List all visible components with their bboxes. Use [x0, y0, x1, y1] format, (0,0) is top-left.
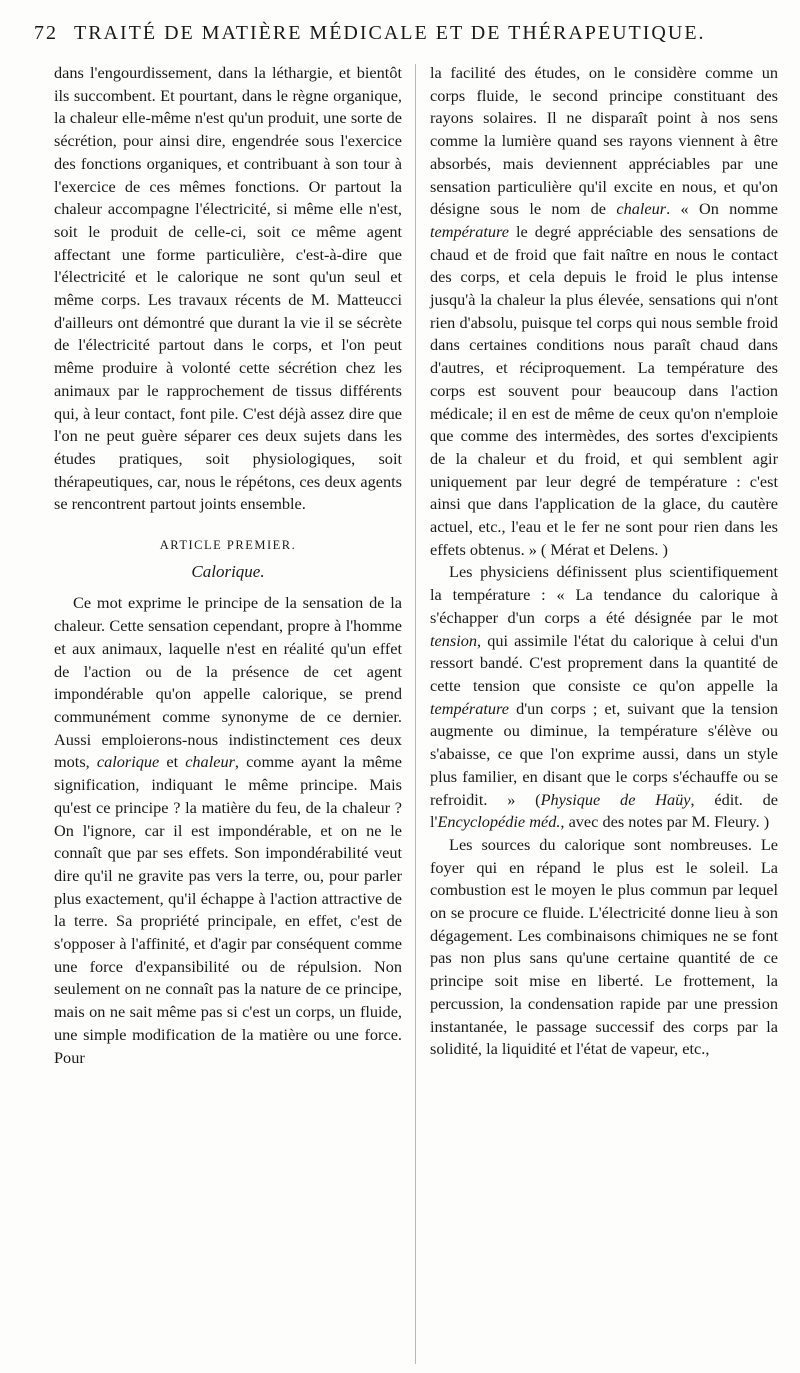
page-number: 72	[34, 22, 58, 44]
paragraph: Les sources du calorique sont nombreuses. Le foyer qui en répand le plus est le soleil. La combustion est le moyen le plus commun par lequel on se procure ce fluide. L'électricité donne lieu à son dégagement. Les combinaisons chimiques ne se font pas non plus sans qu'une certaine quantité de ce principe soit mise en liberté. Le frottement, la percussion, la condensation rapide par une pression instantanée, le passage successif des corps par la solidité, la liquidité et l'état de vapeur, etc.,	[430, 834, 778, 1059]
text-run: . « On nomme	[666, 199, 778, 219]
text-run: Ce mot exprime le principe de la sensation de la chaleur. Cette sensation cependant, propre à l'homme et aux animaux, laquelle n'est en réalité qu'un effet de l'action ou de la présence de cet agent impondérable qu'on appelle calorique, se prend communément comme synonyme de ce dernier. Aussi emploierons-nous indistinctement ces deux mots,	[54, 593, 402, 772]
paragraph: dans l'engourdissement, dans la léthargie, et bientôt ils succombent. Et pourtant, dans le règne organique, la chaleur elle-même n'est qu'un produit, une sorte de sécrétion, pour ainsi dire, engendrée sous l'exercice des fonctions organiques, et contribuant à son tour à l'exercice de ces mêmes fonctions. Or partout la chaleur accompagne l'électricité, si même elle n'est, soit le produit de celle-ci, soit ce même agent affectant une forme particulière, c'est-à-dire que l'électricité et le calorique ne sont qu'un seul et même corps. Les travaux récents de M. Matteucci d'ailleurs ont démontré que durant la vie il se sécrète de l'électricité partout dans le corps, et l'on peut même produire à volonté cette sécrétion chez les animaux par le rapprochement de tissus différents qui, à leur contact, font pile. C'est déjà assez dire que l'on ne peut guère séparer ces deux sujets dans les études pratiques, soit physiologiques, soit thérapeutiques, car, nous le répétons, ces deux agents se rencontrent partout joints ensemble.	[54, 63, 402, 514]
emphasis: Physique de Haüy	[540, 789, 691, 809]
emphasis: température	[430, 698, 509, 718]
right-column	[430, 62, 778, 1061]
emphasis: chaleur	[185, 752, 235, 772]
paragraph	[430, 561, 778, 833]
paragraph	[430, 62, 778, 561]
text-run: et	[166, 752, 179, 772]
text-run: le degré appréciable des sensations de chaud et de froid que fait naître en nous le contact des corps, et cela depuis le froid le plus intense jusqu'à la chaleur la plus élevée, sensations qui n'ont rien d'absolu, puisque tel corps qui nous semble froid dans certaines conditions nous paraît chaud dans d'autres, et réciproquement. La température des corps est souvent pour beaucoup dans l'action médicale; il en est de même de ceux qu'on n'emploie que comme des intermèdes, des sortes d'excipients de la chaleur et du froid, et qui semblent agir uniquement par leur degré de température : c'est ainsi que dans l'application de la glace, du cautère actuel, etc., l'eau et le fer ne sont pour rien dans les effets obtenus. » ( Mérat et Delens. )	[430, 221, 778, 559]
text-run: , qui assimile l'état du calorique à celui d'un ressort bandé. C'est proprement dans la quantité de cette tension que consiste ce qu'on appelle la	[430, 630, 778, 695]
emphasis: tension	[430, 630, 478, 650]
emphasis: chaleur	[616, 199, 667, 219]
paragraph	[54, 592, 402, 1069]
emphasis: température	[430, 221, 509, 241]
running-header	[34, 22, 782, 45]
text-run: la facilité des études, on le considère comme un corps fluide, le second principe constituant des rayons solaires. Il ne disparaît point à nos sens comme la lumière quand ses rayons viennent à être absorbés, mais deviennent appréciables par une sensation particulière qu'il excite en nous, et qu'on désigne sous le nom de	[430, 63, 778, 219]
text-run: , édit. de l'	[430, 789, 778, 832]
emphasis: calorique	[96, 752, 160, 772]
running-title: TRAITÉ DE MATIÈRE MÉDICALE ET DE THÉRAPEUTIQUE.	[74, 22, 706, 44]
left-column	[54, 62, 402, 1069]
text-run: d'un corps ; et, suivant que la tension augmente ou diminue, la température s'élève ou s'abaisse, ce que l'on exprime aussi, dans un style plus familier, en disant que le corps s'échauffe ou se refroidit. » (	[430, 698, 778, 809]
section-title: Calorique.	[191, 561, 265, 581]
article-heading: ARTICLE PREMIER.	[159, 538, 297, 553]
emphasis: Encyclopédie méd.	[437, 812, 561, 832]
text-run: , avec des notes par M. Fleury. )	[560, 812, 770, 832]
text-run: , comme ayant la même signification, indiquant le même principe. Mais qu'est ce principe ? la matière du feu, de la chaleur ? On l'ignore, car il est impondérable, et on ne le connaît que par ses effets. Son impondérabilité veut dire qu'il ne gravite pas vers la terre, ou, pour parler plus exactement, qu'il échappe à l'action attractive de la terre. Sa propriété principale, en effet, c'est de s'opposer à l'affinité, et d'agir par conséquent comme une force d'expansibilité ou de répulsion. Non seulement on ne connaît pas la nature de ce principe, mais on ne sait même pas si c'est un corps, un fluide, une simple modification de la matière ou une force. Pour	[54, 752, 403, 1067]
text-run: Les physiciens définissent plus scientifiquement la température : « La tendance du calorique à s'échapper d'un corps a été désignée par le mot	[430, 562, 778, 627]
column-divider	[415, 64, 416, 1364]
